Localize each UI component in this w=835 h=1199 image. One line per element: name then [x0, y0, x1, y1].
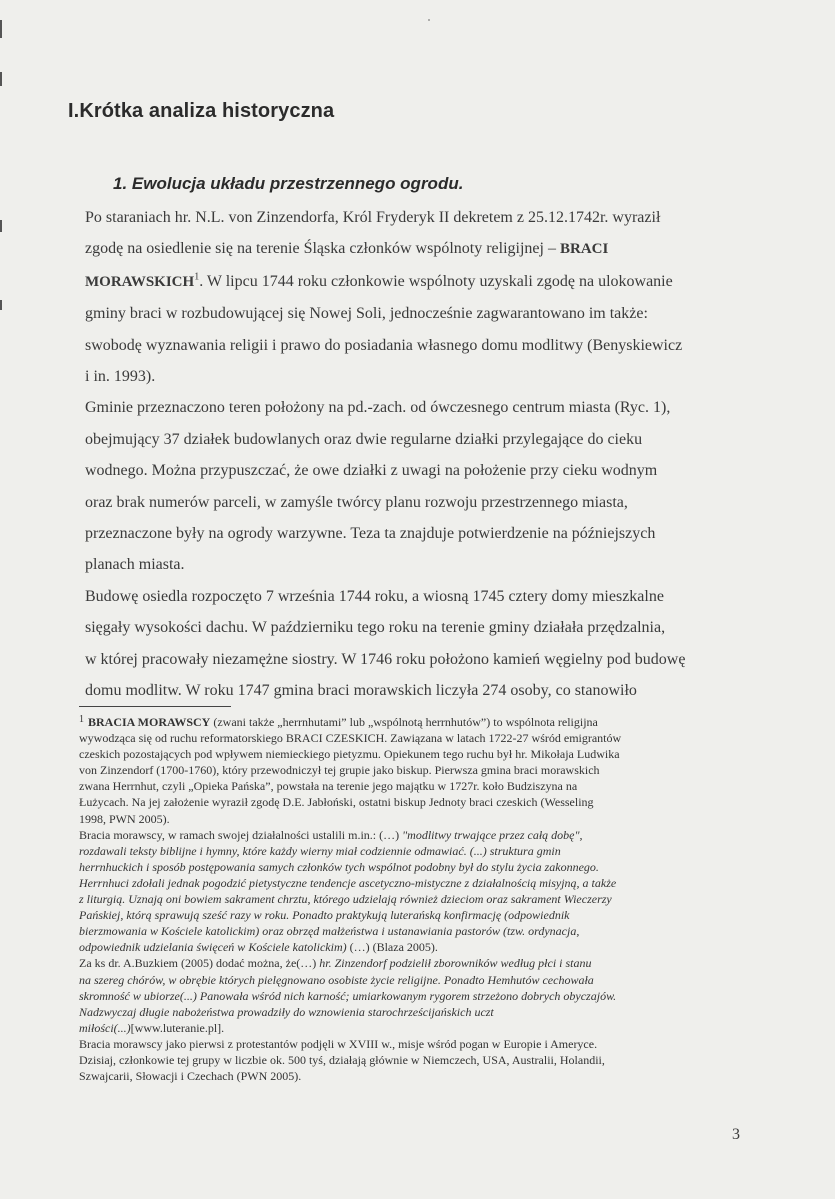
footnote-line: zwana Herrnhut, czyli „Opieka Pańska”, powstała na terenie jego majątku w 1727r. koło Budziszyna na: [79, 779, 578, 794]
footnote-line: z liturgią. Uznają oni bowiem sakrament chrztu, którego udzielają również dzieciom oraz sakrament Wieczerzy: [79, 892, 612, 907]
subsection-title: 1. Ewolucja układu przestrzennego ogrodu.: [113, 174, 464, 193]
footnote-line: 1998, PWN 2005).: [79, 811, 170, 826]
text-line: wodnego. Można przypuszczać, że owe działki z uwagi na położenie przy cieku wodnym: [85, 462, 658, 480]
footnote-line: $^1$ BRACIA MORAWSCY (zwani także „herrnhutami” lub „wspólnotą herrnhutów”) to wspólnota religijna: [79, 714, 598, 729]
quote: hr. Zinzendorf podzielił zborowników według płci i stanu: [319, 956, 592, 971]
footnote-line: rozdawali teksty biblijne i hymny, które każdy wierny miał codziennie odmawiać. (...) struktura gmin: [79, 843, 561, 858]
footnote-line: czeskich pozostających pod wpływem niemieckiego pietyzmu. Opiekunem tego ruchu był hr. Mikołaja Ludwika: [79, 747, 620, 762]
footnote-line: wywodząca się od ruchu reformatorskiego BRACI CZESKICH. Zawiązana w latach 1722-27 wśród emigrantów: [79, 731, 622, 746]
scan-edge-mark: [0, 20, 2, 38]
text-line: gminy braci w rozbudowującej się Nowej Soli, jednocześnie zagwarantowano im także:: [85, 305, 648, 323]
footnote-line: Pańskiej, którą sprawują sześć razy w roku. Ponadto praktykują luterańską konfirmację (odpowiednik: [79, 908, 570, 923]
text-line: zgodę na osiedlenie się na terenie Śląska członków wspólnoty religijnej – BRACI: [85, 240, 609, 258]
quote: odpowiednik udzielania święceń w Kościele katolickim): [79, 940, 347, 955]
footnote-line: skromność w ubiorze(...) Panowała wśród nich karność; umiarkowanym rygorem strzeżono dobrych obyczajów.: [79, 988, 617, 1003]
text-line: sięgały wysokości dachu. W październiku tego roku na terenie gminy działała przędzalnia,: [85, 619, 666, 637]
footnote-line: von Zinzendorf (1700-1760), który przewodniczył tej grupie jako biskup. Pierwsza gmina braci morawskich: [79, 763, 600, 778]
text-line: swobodę wyznawania religii i prawo do posiadania własnego domu modlitwy (Benyskiewicz: [85, 336, 683, 354]
quote: miłości(...): [79, 1020, 131, 1035]
scan-edge-mark: [0, 220, 2, 232]
footnote-line: Za ks dr. A.Buzkiem (2005) dodać można, że(…) hr. Zinzendorf podzielił zborowników według płci i stanu: [79, 956, 592, 971]
scan-edge-mark: [0, 72, 2, 86]
emphasis: BRACI: [559, 241, 609, 258]
text-line: planach miasta.: [85, 556, 185, 574]
text-line: oraz brak numerów parceli, w zamyśle twórcy planu rozwoju przestrzennego miasta,: [85, 493, 628, 511]
text-line: obejmujący 37 działek budowlanych oraz dwie regularne działki przylegające do cieku: [85, 430, 643, 448]
footnote-line: Łużycach. Na jej założenie wyraził zgodę D.E. Jabłoński, ostatni biskup Jednoty braci czeskich (Wesseling: [79, 795, 594, 810]
footnote-line: odpowiednik udzielania święceń w Kościele katolickim) (…) (Blaza 2005).: [79, 940, 438, 955]
body-text: [85, 202, 750, 707]
quote: "modlitwy trwające przez całą dobę",: [402, 827, 583, 842]
text-line: Budowę osiedla rozpoczęto 7 września 1744 roku, a wiosną 1745 cztery domy mieszkalne: [85, 587, 664, 605]
footnote-line: Herrnhuci zdołali jednak pogodzić pietystyczne tendencje ascetyczno-mistyczne z działalnością misyjną, a także: [79, 875, 617, 890]
footnote-number: 1: [79, 714, 84, 725]
footnote-line: Szwajcarii, Słowacji i Czechach (PWN 2005).: [79, 1069, 302, 1084]
footnote-line: Nadzwyczaj długie nabożeństwa prowadziły do wznowienia starochrześcijańskich uczt: [79, 1004, 494, 1019]
section-title: I.Krótka analiza historyczna: [68, 100, 335, 122]
scan-edge-mark: [0, 300, 2, 310]
text-line: w której pracowały niezamężne siostry. W 1746 roku położono kamień węgielny pod budowę: [85, 650, 686, 668]
footnote-line: Bracia morawscy, w ramach swojej działalności ustalili m.in.: (…) "modlitwy trwające przez całą dobę",: [79, 827, 583, 842]
footnote-line: Dzisiaj, członkowie tej grupy w liczbie ok. 500 tyś, działają głównie w Niemczech, USA, Australii, Holandii,: [79, 1052, 605, 1067]
emphasis: BRACIA MORAWSCY: [88, 715, 211, 729]
text-line: domu modlitw. W roku 1747 gmina braci morawskich liczyła 274 osoby, co stanowiło: [85, 682, 637, 700]
footnote-divider: [79, 706, 231, 707]
text-line: Gminie przeznaczono teren położony na pd.-zach. od ówczesnego centrum miasta (Ryc. 1),: [85, 399, 671, 417]
page-number: 3: [732, 1126, 740, 1143]
footnote-line: na szereg chórów, w obrębie których pielęgnowano osobiste życie religijne. Ponadto Hemhutów cechowała: [79, 972, 594, 987]
footnote-line: Bracia morawscy jako pierwsi z protestantów podjęli w XVIII w., misje wśród pogan w Europie i Ameryce.: [79, 1036, 598, 1051]
text-line: MORAWSKICH$^1$. W lipcu 1744 roku członkowie wspólnoty uzyskali zgodę na ulokowanie: [85, 271, 673, 290]
footnote: [79, 712, 759, 1084]
scan-speck: [428, 19, 430, 21]
footnote-line: [79, 1020, 759, 1036]
emphasis: MORAWSKICH: [85, 273, 195, 290]
footnote-line: bierzmowania w Kościele katolickim) oraz obrzęd małżeństwa i ustanawiania pastorów (tzw. ordynacja,: [79, 924, 580, 939]
text-line: i in. 1993).: [85, 368, 156, 386]
source-link[interactable]: [www.luteranie.pl].: [130, 1020, 225, 1035]
footnote-ref[interactable]: 1: [194, 271, 200, 283]
footnote-line: herrnhuckich i sposób postępowania samych członków tych wspólnot podobny był do stylu życia zakonnego.: [79, 859, 599, 874]
text-line: przeznaczone były na ogrody warzywne. Teza ta znajduje potwierdzenie na późniejszych: [85, 525, 656, 543]
text-line: Po staraniach hr. N.L. von Zinzendorfa, Król Fryderyk II dekretem z 25.12.1742r. wyraził: [85, 209, 661, 226]
